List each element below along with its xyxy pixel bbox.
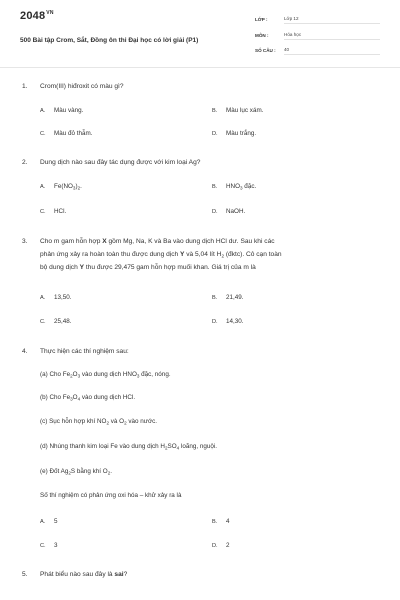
option-text: đặc. [242, 183, 257, 190]
exp-text: (c) Sục hỗn hợp khí NO [40, 418, 107, 425]
option-key: C. [40, 131, 46, 137]
option-text: Màu lục xám. [226, 107, 264, 114]
stem-text: phản ứng xảy ra hoàn toàn thu được dung dịch [40, 251, 180, 259]
option-text: HNO [226, 183, 240, 190]
stem-text: Phát biểu nào sau đây là [40, 571, 115, 578]
subscript: 2 [70, 373, 73, 379]
exp-text: vào dung dịch HNO [80, 371, 137, 378]
question-stem [40, 236, 382, 274]
option-text: HCl. [54, 208, 67, 215]
experiment-a [40, 371, 171, 378]
question-3 [22, 236, 382, 274]
option-text: 4 [226, 518, 230, 525]
subscript: 3 [240, 185, 243, 191]
exp-text: vào dung dịch HCl. [80, 394, 136, 401]
stem-line [40, 249, 382, 260]
subscript: 3 [77, 373, 81, 379]
stem-line [40, 262, 382, 273]
question-number: 2. [22, 159, 28, 166]
question-stem: Dung dịch nào sau đây tác dụng được với kim loại Ag? [40, 159, 201, 166]
option-c[interactable] [40, 130, 93, 137]
exp-text: S bằng khí O [70, 468, 108, 475]
meta-question-count [255, 43, 380, 55]
option-text: ) [75, 183, 78, 190]
option-key: C. [40, 319, 46, 325]
question-stem [40, 569, 382, 580]
question-number: 1. [22, 83, 28, 90]
stem-bold: Y [79, 264, 85, 272]
subscript: 2 [164, 445, 168, 451]
option-text: . [80, 183, 82, 190]
question-stem: Thực hiện các thí nghiệm sau: [40, 348, 129, 355]
question-stem: Crom(III) hiđroxit có màu gì? [40, 83, 124, 90]
option-a[interactable] [40, 107, 83, 114]
option-b[interactable] [212, 183, 256, 190]
option-d[interactable] [212, 208, 245, 215]
option-a[interactable] [40, 518, 58, 525]
option-d[interactable] [212, 318, 244, 325]
option-d[interactable] [212, 542, 230, 549]
subscript: 4 [77, 396, 81, 402]
meta-subject-label: MÔN : [255, 33, 269, 38]
document-title: 500 Bài tập Crom, Sắt, Đồng ôn thi Đại học có lời giải (P1) [20, 37, 199, 44]
option-c[interactable] [40, 318, 72, 325]
option-text: 3 [54, 542, 58, 549]
stem-line [40, 236, 382, 247]
site-logo[interactable] [20, 10, 54, 22]
option-text: Màu trắng. [226, 130, 257, 137]
option-key: D. [212, 131, 218, 137]
option-b[interactable] [212, 107, 263, 114]
meta-subject [255, 28, 380, 40]
exp-text: (b) Cho Fe [40, 394, 71, 401]
option-text: 5 [54, 518, 58, 525]
option-text: Màu vàng. [54, 107, 84, 114]
option-text: NaOH. [226, 208, 246, 215]
option-text: Fe(NO [54, 183, 73, 190]
option-c[interactable] [40, 542, 58, 549]
experiment-c [40, 418, 157, 425]
exp-text: (d) Nhúng thanh kim loại Fe vào dung dịch H [40, 443, 165, 450]
option-text: 25,48. [54, 318, 72, 325]
exp-text: (a) Cho Fe [40, 371, 71, 378]
logo-suffix: VN [46, 10, 54, 16]
option-key: D. [212, 319, 218, 325]
subscript: 2 [68, 470, 71, 476]
option-text: 2 [226, 542, 230, 549]
question-1 [22, 81, 382, 92]
stem-bold: Y [180, 251, 185, 259]
subscript: 2 [124, 420, 127, 426]
option-a[interactable] [40, 183, 82, 190]
option-a[interactable] [40, 294, 72, 301]
meta-class [255, 12, 380, 24]
meta-count-value: 40 [284, 43, 380, 55]
option-text: 13,50. [54, 294, 72, 301]
exp-text: O [72, 371, 78, 378]
option-key: B. [212, 184, 218, 190]
option-key: B. [212, 295, 218, 301]
stem-bold: X [102, 238, 107, 245]
exp-text: O [72, 394, 78, 401]
option-key: A. [40, 184, 46, 190]
question-4 [22, 346, 382, 357]
exp-text: SO [167, 443, 177, 450]
question-5 [22, 569, 382, 580]
option-key: A. [40, 295, 46, 301]
question-number: 3. [22, 238, 28, 245]
stem-text: thu được 29,475 gam hỗn hợp muối khan. Giá trị của m là [84, 264, 256, 272]
experiment-b [40, 394, 135, 401]
subscript: 4 [176, 445, 180, 451]
subscript: 2 [106, 420, 109, 426]
stem-text: và 5,04 lít H [184, 251, 222, 259]
experiment-e [40, 468, 112, 475]
subscript: 2 [107, 470, 111, 476]
exp-text: và O [109, 418, 125, 425]
option-key: A. [40, 108, 46, 114]
stem-text: (đktc). Cô cạn toàn [224, 251, 282, 259]
exp-text: . [110, 468, 112, 475]
stem-text: gồm Mg, Na, K và Ba vào dung dịch HCl dư. Sau khi các [106, 238, 275, 245]
option-text: 14,30. [226, 318, 244, 325]
question-number: 5. [22, 571, 28, 578]
experiment-d [40, 443, 217, 450]
option-key: D. [212, 209, 218, 215]
option-d[interactable] [212, 130, 256, 137]
stem-bold: sai [114, 571, 124, 578]
option-text: 21,49. [226, 294, 244, 301]
option-key: B. [212, 519, 218, 525]
exp-text: vào nước. [126, 418, 158, 425]
meta-subject-value: Hóa học [284, 28, 380, 40]
option-text: Màu đỏ thẫm. [54, 130, 93, 137]
meta-class-value: Lớp 12 [284, 12, 380, 24]
subscript: 3 [70, 396, 73, 402]
stem-text: ? [123, 571, 128, 578]
stem-text: bộ dung dịch [40, 264, 80, 272]
subscript: 3 [72, 185, 76, 191]
option-key: A. [40, 519, 46, 525]
exp-text: loãng, nguội. [179, 443, 218, 450]
exp-text: (e) Đốt Ag [40, 468, 69, 475]
option-key: C. [40, 543, 46, 549]
meta-class-label: LỚP : [255, 17, 268, 22]
option-key: B. [212, 108, 218, 114]
option-b[interactable] [212, 294, 244, 301]
option-c[interactable] [40, 208, 66, 215]
stem-text: Cho m gam hỗn hợp [40, 238, 103, 245]
meta-count-label: SỐ CÂU : [255, 48, 276, 53]
subscript: 2 [221, 253, 224, 259]
header-divider [0, 67, 400, 68]
exp-text: đặc, nóng. [139, 371, 171, 378]
option-b[interactable] [212, 518, 230, 525]
subscript: 2 [77, 185, 81, 191]
question-4-prompt: Số thí nghiệm có phản ứng oxi hóa – khử xảy ra là [40, 492, 182, 499]
option-key: D. [212, 543, 218, 549]
option-key: C. [40, 209, 46, 215]
document-header [0, 0, 400, 66]
question-number: 4. [22, 348, 28, 355]
subscript: 3 [136, 373, 140, 379]
logo-text: 2048 [20, 10, 46, 22]
question-2 [22, 157, 382, 168]
